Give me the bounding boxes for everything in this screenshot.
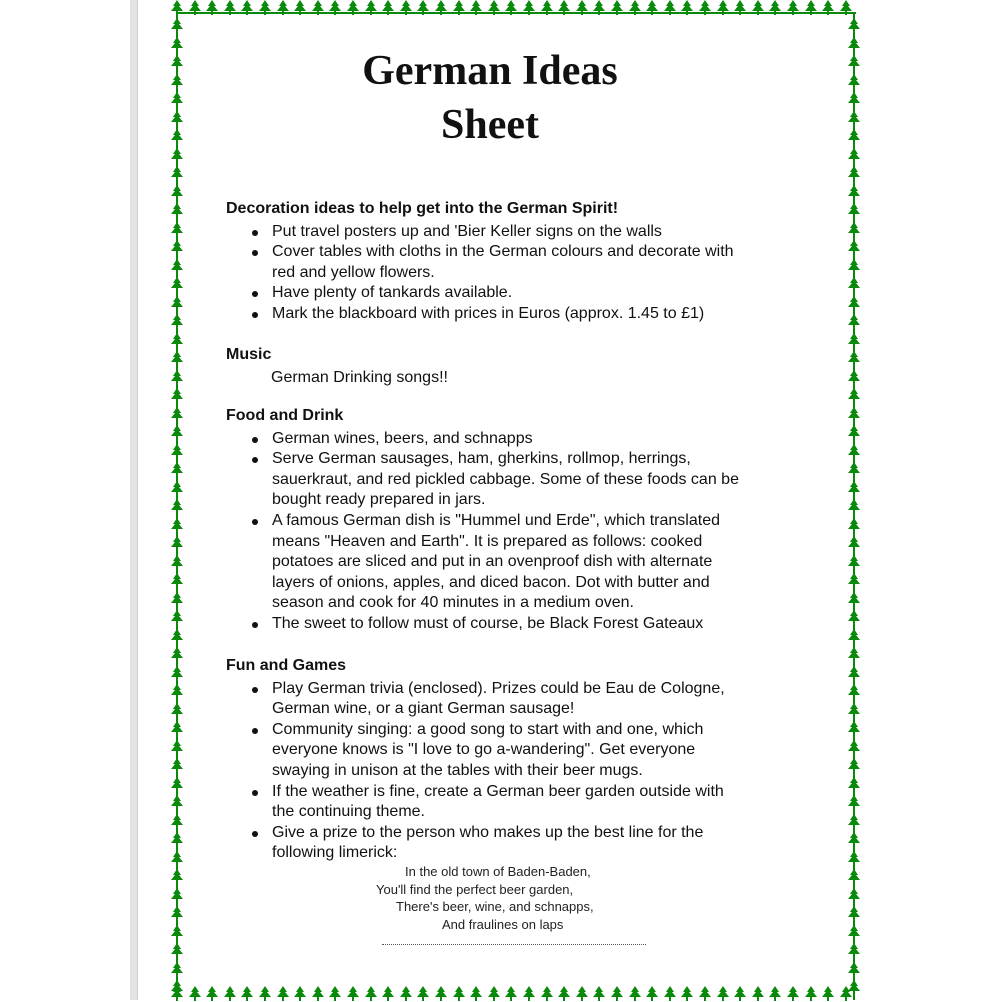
list-item-line: the continuing theme. xyxy=(272,803,425,821)
tree-icon xyxy=(170,92,184,108)
page-edge-shadow xyxy=(130,0,138,1000)
list-item-line: German wine, or a giant German sausage! xyxy=(272,700,575,718)
tree-icon xyxy=(628,0,642,16)
tree-icon xyxy=(847,610,861,626)
tree-icon xyxy=(847,148,861,164)
tree-icon xyxy=(170,851,184,867)
tree-icon xyxy=(557,0,571,16)
tree-icon xyxy=(170,592,184,608)
tree-icon xyxy=(170,703,184,719)
tree-icon xyxy=(733,0,747,16)
limerick-line: In the old town of Baden-Baden, xyxy=(405,864,591,879)
tree-icon xyxy=(170,333,184,349)
tree-icon xyxy=(847,388,861,404)
tree-icon xyxy=(522,0,536,16)
tree-icon xyxy=(847,462,861,478)
tree-icon xyxy=(170,74,184,90)
tree-icon xyxy=(847,92,861,108)
bullet-icon xyxy=(252,790,258,796)
tree-icon xyxy=(170,555,184,571)
tree-icon xyxy=(847,111,861,127)
title-line: German Ideas xyxy=(362,48,618,94)
tree-icon xyxy=(592,0,606,16)
tree-icon xyxy=(847,203,861,219)
list-item-line: Put travel posters up and 'Bier Keller signs on the walls xyxy=(272,222,662,240)
tree-icon xyxy=(847,55,861,71)
tree-icon xyxy=(847,758,861,774)
tree-icon xyxy=(847,222,861,238)
tree-icon xyxy=(680,0,694,16)
tree-icon xyxy=(170,296,184,312)
bullet-icon xyxy=(252,519,258,525)
section-heading: Decoration ideas to help get into the German Spirit! xyxy=(226,200,619,217)
list-item-line: means "Heaven and Earth". It is prepared as follows: cooked xyxy=(272,532,703,550)
tree-icon xyxy=(847,536,861,552)
tree-icon xyxy=(170,740,184,756)
tree-icon xyxy=(847,407,861,423)
tree-icon xyxy=(847,795,861,811)
tree-icon xyxy=(504,0,518,16)
list-item-line: Give a prize to the person who makes up the best line for the xyxy=(272,823,704,841)
tree-icon xyxy=(847,499,861,515)
bullet-icon xyxy=(252,437,258,443)
tree-icon xyxy=(170,37,184,53)
tree-icon xyxy=(847,647,861,663)
tree-icon xyxy=(847,351,861,367)
tree-icon xyxy=(663,0,677,16)
tree-icon xyxy=(170,481,184,497)
tree-icon xyxy=(716,0,730,16)
list-item-line: Serve German sausages, ham, gherkins, rollmop, herrings, xyxy=(272,450,691,468)
tree-icon xyxy=(170,314,184,330)
tree-icon xyxy=(293,0,307,16)
limerick-line: There's beer, wine, and schnapps, xyxy=(396,899,594,914)
tree-icon xyxy=(170,129,184,145)
tree-icon xyxy=(170,388,184,404)
tree-icon xyxy=(170,962,184,978)
section-heading: Fun and Games xyxy=(226,657,347,674)
tree-icon xyxy=(847,555,861,571)
tree-icon xyxy=(170,166,184,182)
tree-icon xyxy=(170,610,184,626)
bullet-icon xyxy=(252,687,258,693)
tree-icon xyxy=(847,814,861,830)
tree-icon xyxy=(170,518,184,534)
tree-icon xyxy=(698,0,712,16)
left-margin xyxy=(0,0,130,1000)
tree-icon xyxy=(170,758,184,774)
tree-icon xyxy=(847,721,861,737)
tree-icon xyxy=(170,721,184,737)
tree-icon xyxy=(170,925,184,941)
tree-icon xyxy=(170,148,184,164)
tree-icon xyxy=(847,481,861,497)
tree-icon xyxy=(847,925,861,941)
tree-icon xyxy=(540,0,554,16)
list-item-line: bought ready prepared in jars. xyxy=(272,491,486,509)
tree-icon xyxy=(847,259,861,275)
tree-icon xyxy=(821,0,835,16)
tree-icon xyxy=(170,203,184,219)
tree-icon xyxy=(170,240,184,256)
tree-icon xyxy=(847,129,861,145)
tree-icon xyxy=(381,0,395,16)
list-item-line: If the weather is fine, create a German beer garden outside with xyxy=(272,782,724,800)
tree-icon xyxy=(575,0,589,16)
tree-icon xyxy=(434,0,448,16)
tree-icon xyxy=(170,444,184,460)
tree-icon xyxy=(768,0,782,16)
tree-icon xyxy=(847,425,861,441)
list-item-line: layers of onions, apples, and diced bacon. Dot with butter and xyxy=(272,573,710,591)
tree-icon xyxy=(847,166,861,182)
tree-icon xyxy=(170,629,184,645)
section-text: German Drinking songs!! xyxy=(271,368,448,386)
tree-icon xyxy=(170,906,184,922)
title-line: Sheet xyxy=(441,102,539,148)
limerick-line: And fraulines on laps xyxy=(442,916,564,932)
section-heading: Food and Drink xyxy=(226,407,344,424)
tree-icon xyxy=(170,18,184,34)
bullet-icon xyxy=(252,312,258,318)
tree-icon xyxy=(847,684,861,700)
limerick-line: You'll find the perfect beer garden, xyxy=(376,881,574,897)
tree-icon xyxy=(847,629,861,645)
tree-icon xyxy=(487,0,501,16)
list-item-line: swaying in unison at the tables with their beer mugs. xyxy=(272,762,643,779)
tree-icon xyxy=(346,0,360,16)
list-item-line: A famous German dish is "Hummel und Erde", which translated xyxy=(272,512,720,529)
tree-icon xyxy=(847,592,861,608)
tree-icon xyxy=(847,444,861,460)
tree-icon xyxy=(170,980,184,996)
tree-icon xyxy=(786,0,800,16)
list-item-line: Play German trivia (enclosed). Prizes could be Eau de Cologne, xyxy=(272,679,725,697)
tree-icon xyxy=(847,777,861,793)
bullet-icon xyxy=(252,831,258,837)
tree-icon xyxy=(847,37,861,53)
tree-icon xyxy=(240,0,254,16)
tree-icon xyxy=(847,74,861,90)
tree-icon xyxy=(170,259,184,275)
tree-icon xyxy=(170,647,184,663)
tree-icon xyxy=(751,0,765,16)
tree-icon xyxy=(804,0,818,16)
tree-icon xyxy=(847,240,861,256)
tree-icon xyxy=(170,185,184,201)
list-item-line: season and cook for 40 minutes in a medium oven. xyxy=(272,594,634,612)
tree-icon xyxy=(170,684,184,700)
tree-icon xyxy=(847,740,861,756)
list-item-line: Cover tables with cloths in the German colours and decorate with xyxy=(272,243,734,261)
tree-icon xyxy=(205,0,219,16)
dotted-answer-line xyxy=(382,944,646,945)
tree-icon xyxy=(847,277,861,293)
tree-icon xyxy=(847,832,861,848)
section-heading: Music xyxy=(226,346,272,363)
tree-icon xyxy=(847,962,861,978)
tree-icon xyxy=(170,814,184,830)
tree-icon xyxy=(170,462,184,478)
tree-icon xyxy=(170,0,184,16)
tree-icon xyxy=(170,832,184,848)
tree-icon xyxy=(170,277,184,293)
tree-icon xyxy=(416,0,430,16)
tree-icon xyxy=(469,0,483,16)
list-item-line: sauerkraut, and red pickled cabbage. Some of these foods can be xyxy=(272,470,739,488)
tree-icon xyxy=(847,314,861,330)
tree-icon xyxy=(170,777,184,793)
tree-icon xyxy=(276,0,290,16)
bullet-icon xyxy=(252,622,258,628)
tree-icon xyxy=(170,370,184,386)
tree-icon xyxy=(258,0,272,16)
bullet-icon xyxy=(252,230,258,236)
tree-icon xyxy=(847,869,861,885)
tree-icon xyxy=(364,0,378,16)
tree-icon xyxy=(847,518,861,534)
tree-icon xyxy=(170,888,184,904)
tree-icon xyxy=(399,0,413,16)
tree-icon xyxy=(847,573,861,589)
tree-icon xyxy=(170,943,184,959)
tree-icon xyxy=(170,55,184,71)
tree-icon xyxy=(223,0,237,16)
tree-icon xyxy=(847,185,861,201)
tree-icon xyxy=(847,18,861,34)
tree-icon xyxy=(170,407,184,423)
tree-icon xyxy=(610,0,624,16)
tree-icon xyxy=(311,0,325,16)
tree-icon xyxy=(847,888,861,904)
bullet-icon xyxy=(252,728,258,734)
tree-icon xyxy=(170,573,184,589)
tree-icon xyxy=(847,980,861,996)
tree-icon xyxy=(847,851,861,867)
tree-icon xyxy=(188,0,202,16)
tree-icon xyxy=(170,425,184,441)
list-item-line: potatoes are sliced and put in an ovenproof dish with alternate xyxy=(272,553,713,571)
list-item-line: everyone knows is "I love to go a-wandering". Get everyone xyxy=(272,741,696,759)
tree-icon xyxy=(847,703,861,719)
tree-icon xyxy=(170,351,184,367)
tree-icon xyxy=(847,333,861,349)
tree-icon xyxy=(847,370,861,386)
tree-icon xyxy=(847,943,861,959)
tree-icon xyxy=(170,795,184,811)
tree-icon xyxy=(452,0,466,16)
tree-icon xyxy=(847,666,861,682)
tree-icon xyxy=(170,666,184,682)
tree-icon xyxy=(645,0,659,16)
tree-icon xyxy=(847,296,861,312)
tree-icon xyxy=(170,869,184,885)
list-item-line: German wines, beers, and schnapps xyxy=(272,429,533,447)
list-item-line: following limerick: xyxy=(272,844,398,862)
tree-icon xyxy=(170,222,184,238)
list-item-line: The sweet to follow must of course, be Black Forest Gateaux xyxy=(272,615,704,632)
list-item-line: Have plenty of tankards available. xyxy=(272,284,513,302)
list-item-line: Community singing: a good song to start with and one, which xyxy=(272,720,704,738)
tree-icon xyxy=(847,906,861,922)
page-title xyxy=(330,44,650,152)
tree-icon xyxy=(839,0,853,16)
tree-icon xyxy=(170,499,184,515)
tree-icon xyxy=(170,536,184,552)
tree-icon xyxy=(328,0,342,16)
list-item-line: Mark the blackboard with prices in Euros (approx. 1.45 to £1) xyxy=(272,305,705,322)
tree-icon xyxy=(170,111,184,127)
list-item-line: red and yellow flowers. xyxy=(272,263,435,281)
